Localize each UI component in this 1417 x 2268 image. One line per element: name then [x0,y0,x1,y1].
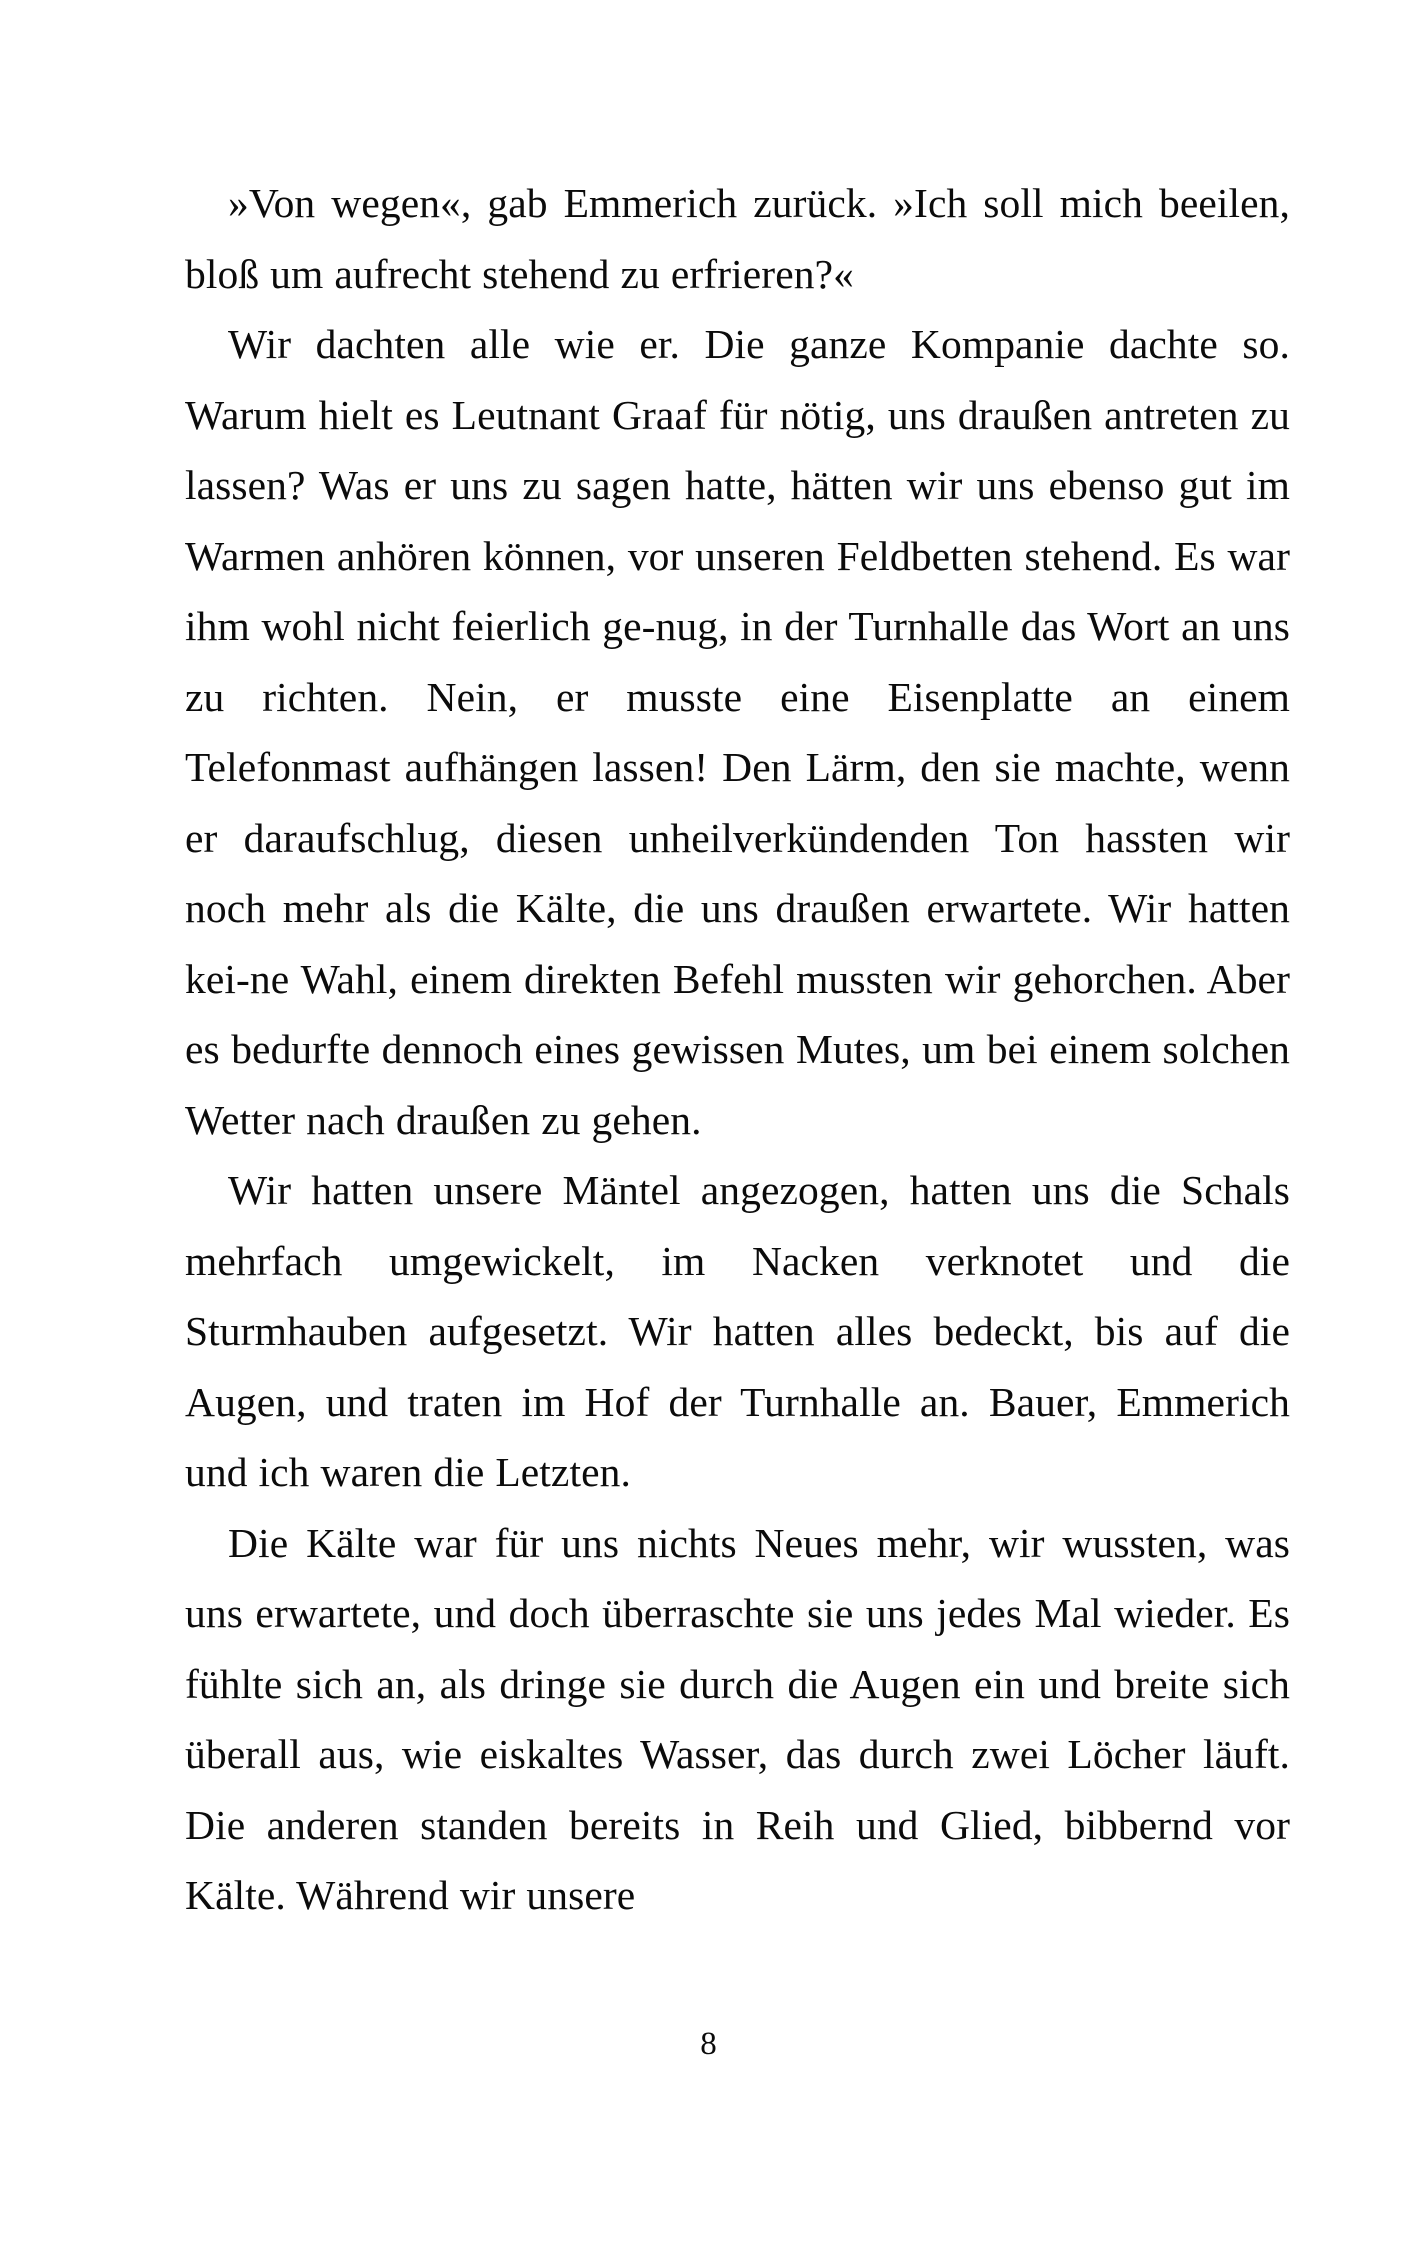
paragraph-2: Wir dachten alle wie er. Die ganze Kompanie dachte so. Warum hielt es Leutnant Graaf für nötig, uns draußen antreten zu lassen? Was er uns zu sagen hatte, hätten wir uns ebenso gut im Warmen anhören können, vor unseren Feldbetten stehend. Es war ihm wohl nicht feierlich ge-​nug, in der Turnhalle das Wort an uns zu richten. Nein, er musste eine Eisenplatte an einem Telefonmast aufhängen lassen! Den Lärm, den sie machte, wenn er daraufschlug, diesen unheilverkündenden Ton hassten wir noch mehr als die Kälte, die uns draußen erwartete. Wir hatten kei-​ne Wahl, einem direkten Befehl mussten wir gehorchen. Aber es bedurfte dennoch eines gewissen Mutes, um bei einem solchen Wetter nach draußen zu gehen. [185,321,1290,1143]
paragraph-3: Wir hatten unsere Mäntel angezogen, hatten uns die Schals mehrfach umgewickelt, im Nacken verknotet und die Sturmhauben aufgesetzt. Wir hatten alles bedeckt, bis auf die Augen, und traten im Hof der Turnhalle an. Bauer, Emmerich und ich waren die Letzten. [185,1167,1290,1495]
page-text-body [185,168,1290,1931]
paragraph-1: »Von wegen«, gab Emmerich zurück. »Ich soll mich beeilen, bloß um aufrecht stehend zu erfrieren?« [185,180,1290,297]
paragraph-4: Die Kälte war für uns nichts Neues mehr, wir wussten, was uns erwartete, und doch überraschte sie uns jedes Mal wieder. Es fühlte sich an, als dringe sie durch die Augen ein und breite sich überall aus, wie eiskaltes Wasser, das durch zwei Löcher läuft. Die anderen standen bereits in Reih und Glied, bibbernd vor Kälte. Während wir unsere [185,1519,1290,1918]
page-number: 8 [700,2026,717,2062]
